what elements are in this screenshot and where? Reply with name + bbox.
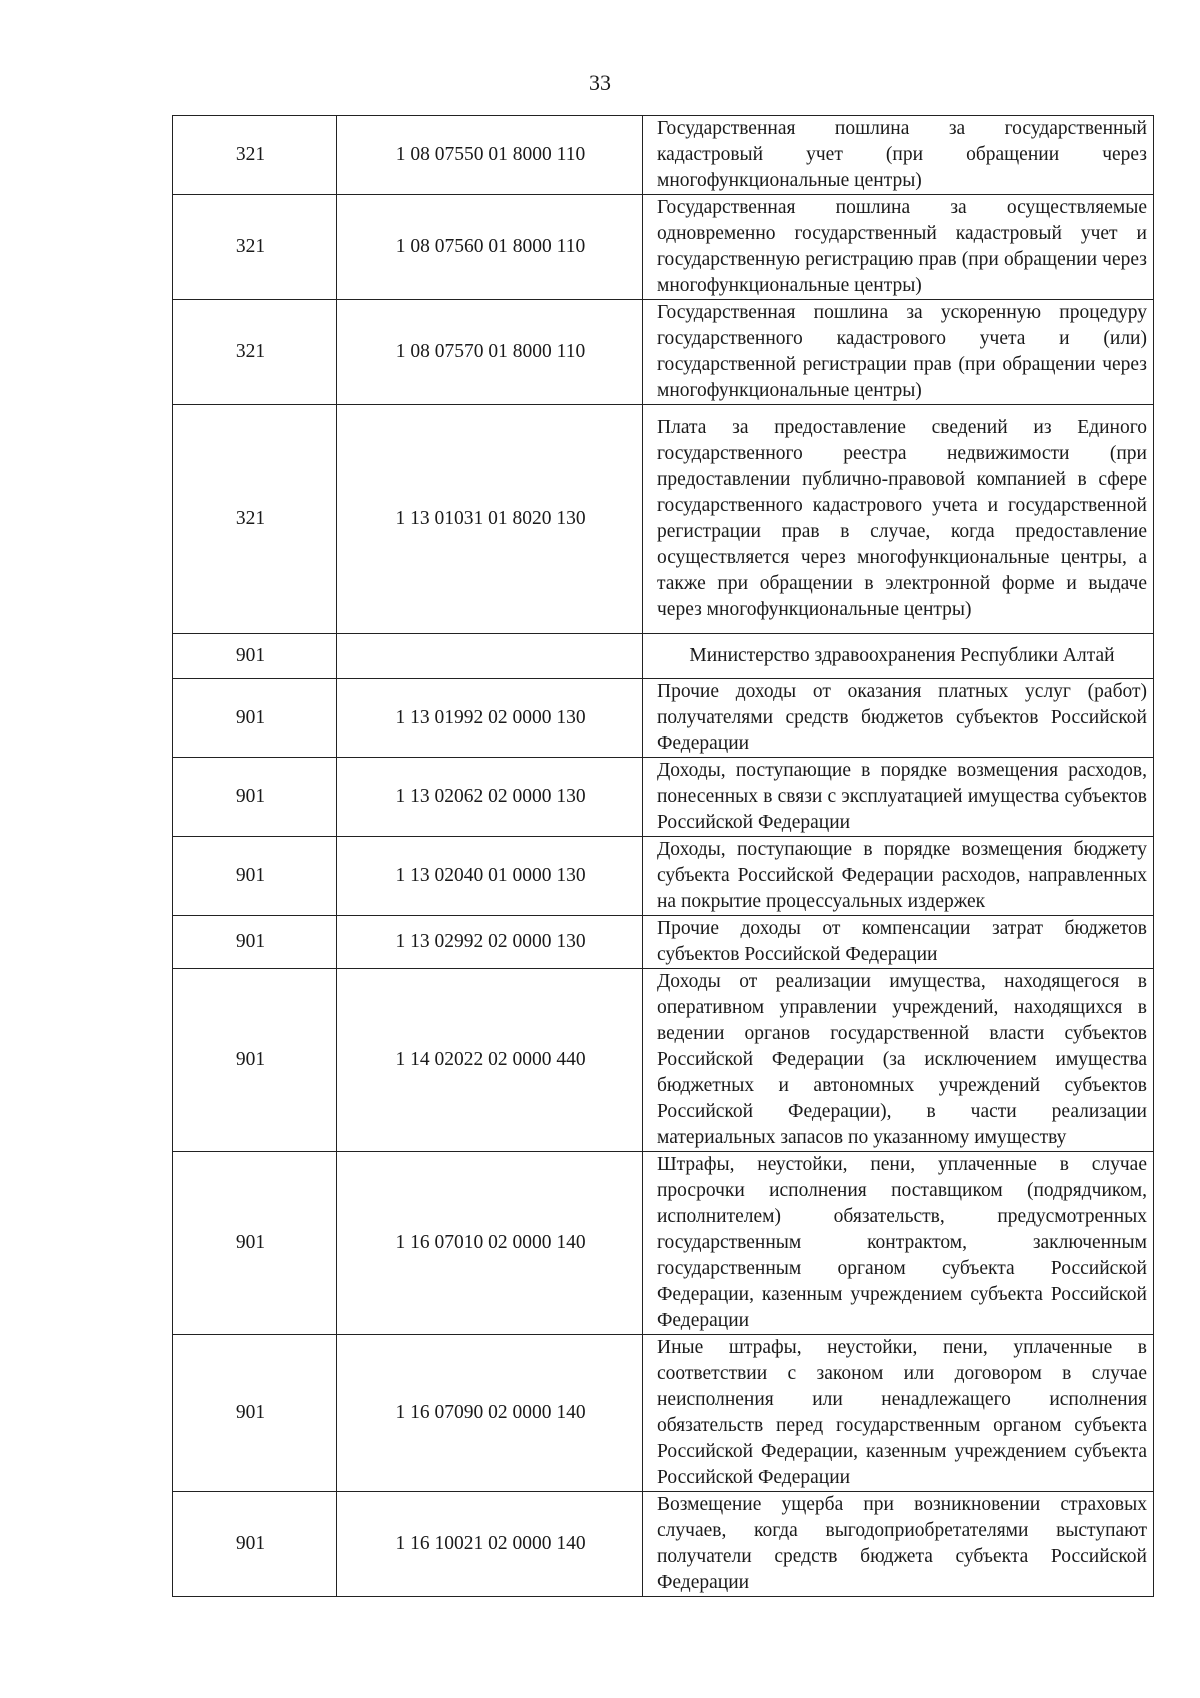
revenue-description-cell: Доходы, поступающие в порядке возмещения бюджету субъекта Российской Федерации расходов, направленных на покрытие процессуальных издержек bbox=[643, 837, 1154, 916]
table-row bbox=[173, 679, 1154, 758]
admin-code-cell: 321 bbox=[173, 405, 337, 634]
revenue-code-cell: 1 13 01031 01 8020 130 bbox=[337, 405, 643, 634]
revenue-code-cell: 1 08 07550 01 8000 110 bbox=[337, 116, 643, 195]
admin-code-cell: 901 bbox=[173, 1335, 337, 1492]
admin-code-cell: 901 bbox=[173, 758, 337, 837]
table-row bbox=[173, 405, 1154, 634]
revenue-description-cell: Доходы, поступающие в порядке возмещения расходов, понесенных в связи с эксплуатацией имущества субъектов Российской Федерации bbox=[643, 758, 1154, 837]
table-row bbox=[173, 634, 1154, 679]
administrator-name-cell: Министерство здравоохранения Республики Алтай bbox=[643, 634, 1154, 679]
table-row bbox=[173, 758, 1154, 837]
admin-code-cell: 901 bbox=[173, 1152, 337, 1335]
table-row bbox=[173, 1335, 1154, 1492]
admin-code-cell: 321 bbox=[173, 116, 337, 195]
admin-code-cell: 321 bbox=[173, 195, 337, 300]
admin-code-cell: 901 bbox=[173, 1492, 337, 1597]
admin-code-cell: 901 bbox=[173, 679, 337, 758]
revenue-code-cell: 1 08 07570 01 8000 110 bbox=[337, 300, 643, 405]
table-row bbox=[173, 837, 1154, 916]
revenue-description-cell: Возмещение ущерба при возникновении страховых случаев, когда выгодоприобретателями выступают получатели средств бюджета субъекта Российской Федерации bbox=[643, 1492, 1154, 1597]
admin-code-cell: 901 bbox=[173, 969, 337, 1152]
revenue-code-cell: 1 16 07010 02 0000 140 bbox=[337, 1152, 643, 1335]
revenue-code-cell: 1 13 02992 02 0000 130 bbox=[337, 916, 643, 969]
table-row bbox=[173, 1492, 1154, 1597]
table-row bbox=[173, 916, 1154, 969]
table-row bbox=[173, 116, 1154, 195]
admin-code-cell: 901 bbox=[173, 916, 337, 969]
revenue-description-cell: Государственная пошлина за осуществляемые одновременно государственный кадастровый учет и государственную регистрацию прав (при обращении через многофункциональные центры) bbox=[643, 195, 1154, 300]
revenue-description-cell: Штрафы, неустойки, пени, уплаченные в случае просрочки исполнения поставщиком (подрядчиком, исполнителем) обязательств, предусмотренных государственным контрактом, заключенным государственным органом субъекта Российской Федерации, казенным учреждением субъекта Российской Федерации bbox=[643, 1152, 1154, 1335]
admin-code-cell: 901 bbox=[173, 634, 337, 679]
revenue-code-cell: 1 14 02022 02 0000 440 bbox=[337, 969, 643, 1152]
revenue-description-cell: Государственная пошлина за ускоренную процедуру государственного кадастрового учета и (или) государственной регистрации прав (при обращении через многофункциональные центры) bbox=[643, 300, 1154, 405]
table-row bbox=[173, 969, 1154, 1152]
revenue-description-cell: Плата за предоставление сведений из Единого государственного реестра недвижимости (при предоставлении публично-правовой компанией в сфере государственного кадастрового учета и государственной регистрации прав в случае, когда предоставление осуществляется через многофункциональные центры, а также при обращении в электронной форме и выдаче через многофункциональные центры) bbox=[643, 405, 1154, 634]
revenue-code-cell: 1 13 01992 02 0000 130 bbox=[337, 679, 643, 758]
revenue-code-cell bbox=[337, 634, 643, 679]
table-row bbox=[173, 195, 1154, 300]
revenue-code-cell: 1 13 02040 01 0000 130 bbox=[337, 837, 643, 916]
revenue-codes-table bbox=[172, 115, 1154, 1597]
revenue-description-cell: Прочие доходы от оказания платных услуг (работ) получателями средств бюджетов субъектов Российской Федерации bbox=[643, 679, 1154, 758]
revenue-description-cell: Государственная пошлина за государственный кадастровый учет (при обращении через многофункциональные центры) bbox=[643, 116, 1154, 195]
table-row bbox=[173, 1152, 1154, 1335]
revenue-description-cell: Доходы от реализации имущества, находящегося в оперативном управлении учреждений, находящихся в ведении органов государственной власти субъектов Российской Федерации (за исключением имущества бюджетных и автономных учреждений субъектов Российской Федерации), в части реализации материальных запасов по указанному имуществу bbox=[643, 969, 1154, 1152]
revenue-code-cell: 1 16 10021 02 0000 140 bbox=[337, 1492, 643, 1597]
admin-code-cell: 901 bbox=[173, 837, 337, 916]
revenue-code-cell: 1 16 07090 02 0000 140 bbox=[337, 1335, 643, 1492]
admin-code-cell: 321 bbox=[173, 300, 337, 405]
table-row bbox=[173, 300, 1154, 405]
revenue-code-cell: 1 08 07560 01 8000 110 bbox=[337, 195, 643, 300]
revenue-code-cell: 1 13 02062 02 0000 130 bbox=[337, 758, 643, 837]
revenue-description-cell: Прочие доходы от компенсации затрат бюджетов субъектов Российской Федерации bbox=[643, 916, 1154, 969]
page-number: 33 bbox=[589, 70, 611, 95]
revenue-description-cell: Иные штрафы, неустойки, пени, уплаченные в соответствии с законом или договором в случае неисполнения или ненадлежащего исполнения обязательств перед государственным органом субъекта Российской Федерации, казенным учреждением субъекта Российской Федерации bbox=[643, 1335, 1154, 1492]
